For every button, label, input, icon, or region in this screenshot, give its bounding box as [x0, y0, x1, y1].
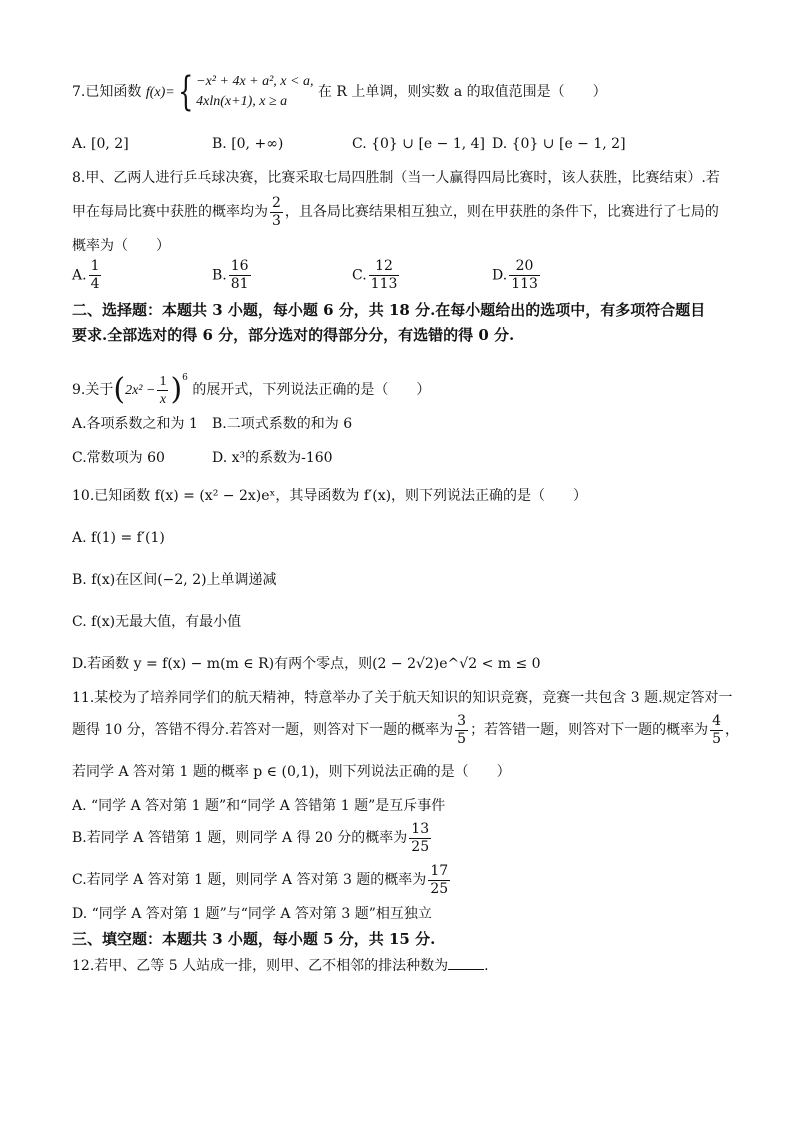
- q7-option-d: D. {0} ∪ [e − 1, 2]: [492, 136, 626, 152]
- q10-option-d: D.若函数 y = f(x) − m(m ∈ R)有两个零点，则(2 − 2√2)e^√2 < m ≤ 0: [72, 656, 541, 672]
- q8-line1: 8.甲、乙两人进行乒乓球决赛，比赛采取七局四胜制（当一人赢得四局比赛时，该人获胜，比赛结束）.若: [72, 170, 720, 186]
- q9-option-d: D. x³的系数为-160: [212, 450, 333, 466]
- q8-option-c: [352, 258, 401, 293]
- section2-heading-line1: 二、选择题：本题共 3 小题，每小题 6 分，共 18 分.在每小题给出的选项中，有多项符合题目: [72, 301, 706, 319]
- q9-option-c: C.常数项为 60: [72, 450, 165, 466]
- q11-option-a: A. “同学 A 答对第 1 题”和“同学 A 答错第 1 题”是互斥事件: [72, 798, 446, 814]
- q11-option-b-text: B.若同学 A 答错第 1 题，则同学 A 得 20 分的概率为: [72, 830, 408, 846]
- q7-brace: {: [177, 69, 194, 115]
- section3-heading: 三、填空题：本题共 3 小题，每小题 5 分，共 15 分.: [72, 930, 436, 948]
- q9-suffix: 的展开式，下列说法正确的是（ ）: [192, 382, 431, 398]
- q10-option-a: A. f(1) = f′(1): [72, 530, 165, 546]
- q7-case2: 4xln(x+1), x ≥ a: [196, 94, 288, 109]
- q9-option-a: A.各项系数之和为 1: [72, 416, 198, 432]
- q11-option-c-text: C.若同学 A 答对第 1 题，则同学 A 答对第 3 题的概率为: [72, 872, 427, 888]
- q7-case1: −x² + 4x + a², x < a,: [196, 74, 314, 89]
- q8-frac-num: 2: [272, 194, 281, 211]
- q11-line2c: ，: [725, 722, 740, 738]
- q10-option-b: B. f(x)在区间(−2, 2)上单调递减: [72, 572, 277, 588]
- q8-option-b-den: 81: [230, 276, 249, 292]
- q9-frac-num: 1: [159, 373, 167, 389]
- q9-expr: 2x² −: [125, 383, 156, 398]
- q9-stem: 9.关于(2x² − $\frac{1}{x}$ )$^6$ 的展开式，下列说法正确的是（ ）: [72, 372, 431, 407]
- q11-f1-den: 5: [457, 730, 467, 747]
- q7-prefix: 7.已知函数: [72, 84, 142, 100]
- q11-option-b-num: 13: [411, 820, 430, 837]
- q8-frac-den: 3: [272, 212, 281, 229]
- q7-cases: [196, 72, 313, 112]
- q8-option-a-den: 4: [90, 276, 100, 292]
- q12-stem: [72, 955, 489, 976]
- q8-option-b-label: B.: [212, 267, 227, 284]
- q11-f1-num: 3: [457, 712, 467, 729]
- q9-option-b: B.二项式系数的和为 6: [212, 416, 353, 432]
- q7-stem: [72, 69, 607, 115]
- q10-stem: 10.已知函数 f(x) = (x² − 2x)eˣ，其导函数为 f′(x)，则下列说法正确的是（ ）: [72, 488, 588, 504]
- q11-line2b: ；若答错一题，则答对下一题的概率为: [470, 722, 709, 738]
- q11-line2: [72, 712, 739, 748]
- q9-frac-den: x: [159, 391, 167, 407]
- q8-option-c-num: 12: [369, 258, 400, 276]
- q11-line2a: 题得 10 分，答错不得分.若答对一题，则答对下一题的概率为: [72, 722, 454, 738]
- q10-option-c: C. f(x)无最大值，有最小值: [72, 614, 242, 630]
- q11-f2-num: 4: [712, 712, 722, 729]
- q7-option-a: A. [0, 2]: [72, 136, 129, 152]
- q11-option-d: D. “同学 A 答对第 1 题”与“同学 A 答对第 3 题”相互独立: [72, 906, 432, 922]
- q11-f2-den: 5: [712, 730, 722, 747]
- q8-line2: [72, 194, 719, 230]
- q12-text: 12.若甲、乙等 5 人站成一排，则甲、乙不相邻的排法种数为: [72, 958, 449, 974]
- q8-fraction: [270, 195, 283, 230]
- q8-option-a-num: 1: [90, 258, 100, 274]
- q8-option-c-label: C.: [352, 267, 367, 284]
- q11-line1: 11.某校为了培养同学们的航天精神，特意举办了关于航天知识的知识竞赛，竞赛一共包含 3 题.规定答对一: [72, 690, 733, 706]
- q11-option-b: [72, 820, 433, 856]
- q11-option-c: [72, 862, 452, 898]
- q8-option-d: [492, 258, 542, 293]
- q7-suffix: 在 R 上单调，则实数 a 的取值范围是（ ）: [317, 84, 607, 100]
- section2-heading-line2: 要求.全部选对的得 6 分，部分选对的得部分分，有选错的得 0 分.: [72, 326, 515, 344]
- q12-answer-blank[interactable]: [448, 955, 484, 970]
- q8-option-d-den: 113: [511, 276, 538, 292]
- q9-fraction: [157, 373, 168, 408]
- q8-option-c-den: 113: [370, 276, 398, 292]
- q7-option-b: B. [0, +∞): [212, 136, 284, 152]
- q9-prefix: 9.关于: [72, 382, 114, 398]
- q8-option-d-label: D.: [492, 267, 508, 284]
- q11-option-b-den: 25: [411, 838, 430, 855]
- q8-line3: 概率为（ ）: [72, 238, 170, 254]
- q11-fraction-2: [710, 713, 723, 748]
- q7-function: f(x)=: [145, 85, 175, 100]
- q11-option-c-num: 17: [430, 862, 449, 879]
- q12-end: .: [484, 958, 489, 974]
- q11-line3: 若同学 A 答对第 1 题的概率 p ∈ (0,1)，则下列说法正确的是（ ）: [72, 764, 511, 780]
- q11-fraction-1: [455, 713, 468, 748]
- q8-line2b: ，且各局比赛结果相互独立，则在甲获胜的条件下，比赛进行了七局的: [284, 204, 719, 220]
- q11-option-c-den: 25: [430, 880, 449, 897]
- q8-option-b: [212, 258, 253, 293]
- q8-line2a: 甲在每局比赛中获胜的概率均为: [72, 204, 268, 220]
- q9-exponent: 6: [182, 373, 188, 383]
- q8-option-b-num: 16: [230, 258, 249, 274]
- q8-option-d-num: 20: [509, 258, 540, 276]
- q8-option-a: [72, 258, 103, 293]
- q7-option-c: C. {0} ∪ [e − 1, 4]: [352, 136, 486, 152]
- q8-option-a-label: A.: [72, 267, 87, 284]
